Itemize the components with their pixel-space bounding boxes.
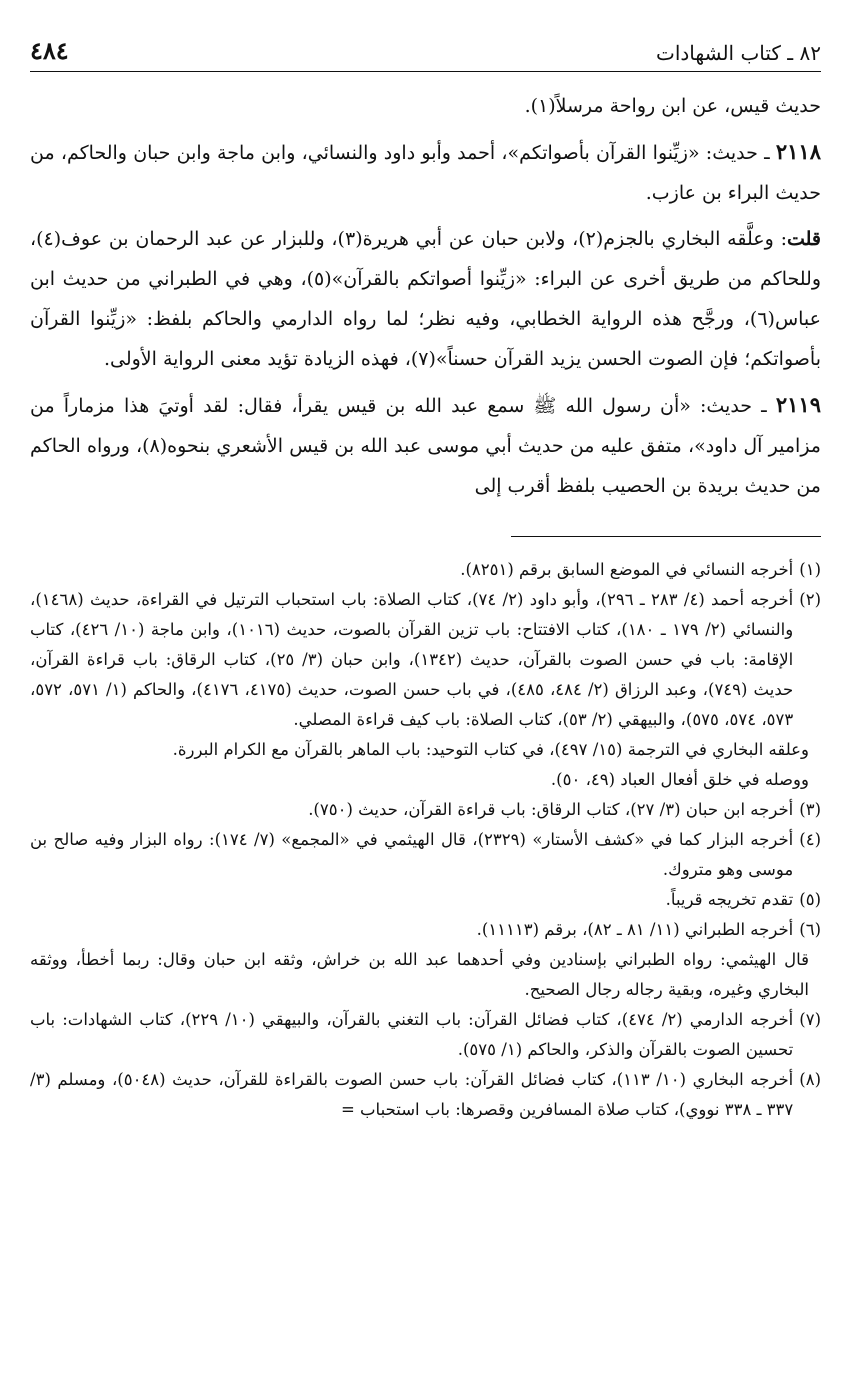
- footnote-3: [30, 795, 821, 825]
- footnote-2-note-b: ووصله في خلق أفعال العباد (٤٩، ٥٠).: [550, 770, 809, 789]
- hadith-text: ـ حديث: «أن رسول الله ﷺ سمع عبد الله بن قيس يقرأ، فقال: لقد أوتيَ هذا مزماراً من مزامير آل داود»، متفق عليه من حديث أبي موسى عبد الله بن قيس الأشعري بنحوه(٨)، ورواه الحاكم من حديث بريدة بن الحصيب بلفظ أقرب إلى: [30, 395, 821, 497]
- footnote-number: (٥): [799, 890, 821, 909]
- qult-label: قلت: [786, 228, 821, 250]
- footnotes: [30, 555, 821, 1125]
- footnote-number: (٨): [799, 1070, 821, 1089]
- footnote-number: (٧): [799, 1010, 821, 1029]
- main-text: [30, 86, 821, 506]
- hadith-number: ٢١١٨: [775, 139, 821, 164]
- paragraph-continuation: حديث قيس، عن ابن رواحة مرسلاً(١).: [524, 95, 821, 117]
- footnote-8: [30, 1065, 821, 1125]
- footnote-text: أخرجه النسائي في الموضع السابق برقم (٨٢٥١).: [460, 560, 794, 579]
- page-number: ٤٨٤: [30, 36, 69, 65]
- footnote-1: [30, 555, 821, 585]
- hadith-text: ـ حديث: «زيِّنوا القرآن بأصواتكم»، أحمد وأبو داود والنسائي، وابن ماجة وابن حبان والحاكم، من حديث البراء بن عازب.: [30, 142, 821, 204]
- footnote-text: أخرجه ابن حبان (٣/ ٢٧)، كتاب الرقاق: باب قراءة القرآن، حديث (٧٥٠).: [308, 800, 794, 819]
- footnote-2-note-a: وعلقه البخاري في الترجمة (١٥/ ٤٩٧)، في كتاب التوحيد: باب الماهر بالقرآن مع الكرام البررة.: [172, 740, 809, 759]
- footnote-number: (٢): [799, 590, 821, 609]
- footnote-text: أخرجه الطبراني (١١/ ٨١ ـ ٨٢)، برقم (١١١١٣).: [476, 920, 794, 939]
- footnote-2: [30, 585, 821, 735]
- page-header: [30, 0, 821, 72]
- hadith-2118: [30, 132, 821, 213]
- hadith-2119: [30, 385, 821, 506]
- footnote-number: (٤): [799, 830, 821, 849]
- hadith-number: ٢١١٩: [775, 392, 821, 417]
- footnote-7: [30, 1005, 821, 1065]
- footnote-4: [30, 825, 821, 885]
- footnote-text: أخرجه البخاري (١٠/ ١١٣)، كتاب فضائل القرآن: باب حسن الصوت بالقراءة للقرآن، حديث (٥٠٤٨)، ومسلم (٣/ ٣٣٧ ـ ٣٣٨ نووي)، كتاب صلاة المسافرين وقصرها: باب استحباب =: [30, 1070, 794, 1119]
- running-head: ٨٢ ـ كتاب الشهادات: [656, 41, 821, 65]
- footnote-text: تقدم تخريجه قريباً.: [665, 890, 794, 909]
- footnote-5: [30, 885, 821, 915]
- commentary-text: : وعلَّقه البخاري بالجزم(٢)، ولابن حبان عن أبي هريرة(٣)، وللبزار عن عبد الرحمان بن عوف(٤)، وللحاكم من طريق أخرى عن البراء: «زيِّنوا أصواتكم بالقرآن»(٥)، وهي في الطبراني من حديث ابن عباس(٦)، ورجَّح هذه الرواية الخطابي، وفيه نظر؛ لما رواه الدارمي والحاكم بلفظ: «زيِّنوا القرآن بأصواتكم؛ فإن الصوت الحسن يزيد القرآن حسناً»(٧)، فهذه الزيادة تؤيد معنى الرواية الأولى.: [30, 228, 822, 370]
- footnote-text: أخرجه البزار كما في «كشف الأستار» (٢٣٢٩)، قال الهيثمي في «المجمع» (٧/ ١٧٤): رواه البزار وفيه صالح بن موسى وهو متروك.: [30, 830, 794, 879]
- footnote-number: (٦): [799, 920, 821, 939]
- footnote-number: (١): [799, 560, 821, 579]
- footnote-text: أخرجه الدارمي (٢/ ٤٧٤)، كتاب فضائل القرآن: باب التغني بالقرآن، والبيهقي (١٠/ ٢٢٩)، كتاب الشهادات: باب تحسين الصوت بالقرآن والذكر، والحاكم (١/ ٥٧٥).: [30, 1010, 794, 1059]
- commentary-paragraph: [30, 219, 821, 379]
- footnote-divider: [511, 536, 821, 537]
- footnote-6: [30, 915, 821, 945]
- footnote-number: (٣): [799, 800, 821, 819]
- footnote-6-note: قال الهيثمي: رواه الطبراني بإسنادين وفي أحدهما عبد الله بن خراش، وثقه ابن حبان وقال: ربما أخطأ، ووثقه البخاري وغيره، وبقية رجاله رجال الصحيح.: [30, 950, 809, 999]
- footnote-text: أخرجه أحمد (٤/ ٢٨٣ ـ ٢٩٦)، وأبو داود (٢/ ٧٤)، كتاب الصلاة: باب استحباب الترتيل في القراءة، حديث (١٤٦٨)، والنسائي (٢/ ١٧٩ ـ ١٨٠)، كتاب الافتتاح: باب تزين القرآن بالصوت، حديث (١٠١٦)، وابن ماجة (١٠/ ٤٢٦)، كتاب الإقامة: باب في حسن الصوت بالقرآن، حديث (١٣٤٢)، وابن حبان (٣/ ٢٥)، كتاب الرقاق: باب قراءة القرآن، حديث (٧٤٩)، وعبد الرزاق (٢/ ٤٨٤، ٤٨٥)، في باب حسن الصوت، حديث (٤١٧٥، ٤١٧٦)، والحاكم (١/ ٥٧١، ٥٧٢، ٥٧٣، ٥٧٤، ٥٧٥)، والبيهقي (٢/ ٥٣)، كتاب الصلاة: باب كيف قراءة المصلي.: [30, 590, 794, 729]
